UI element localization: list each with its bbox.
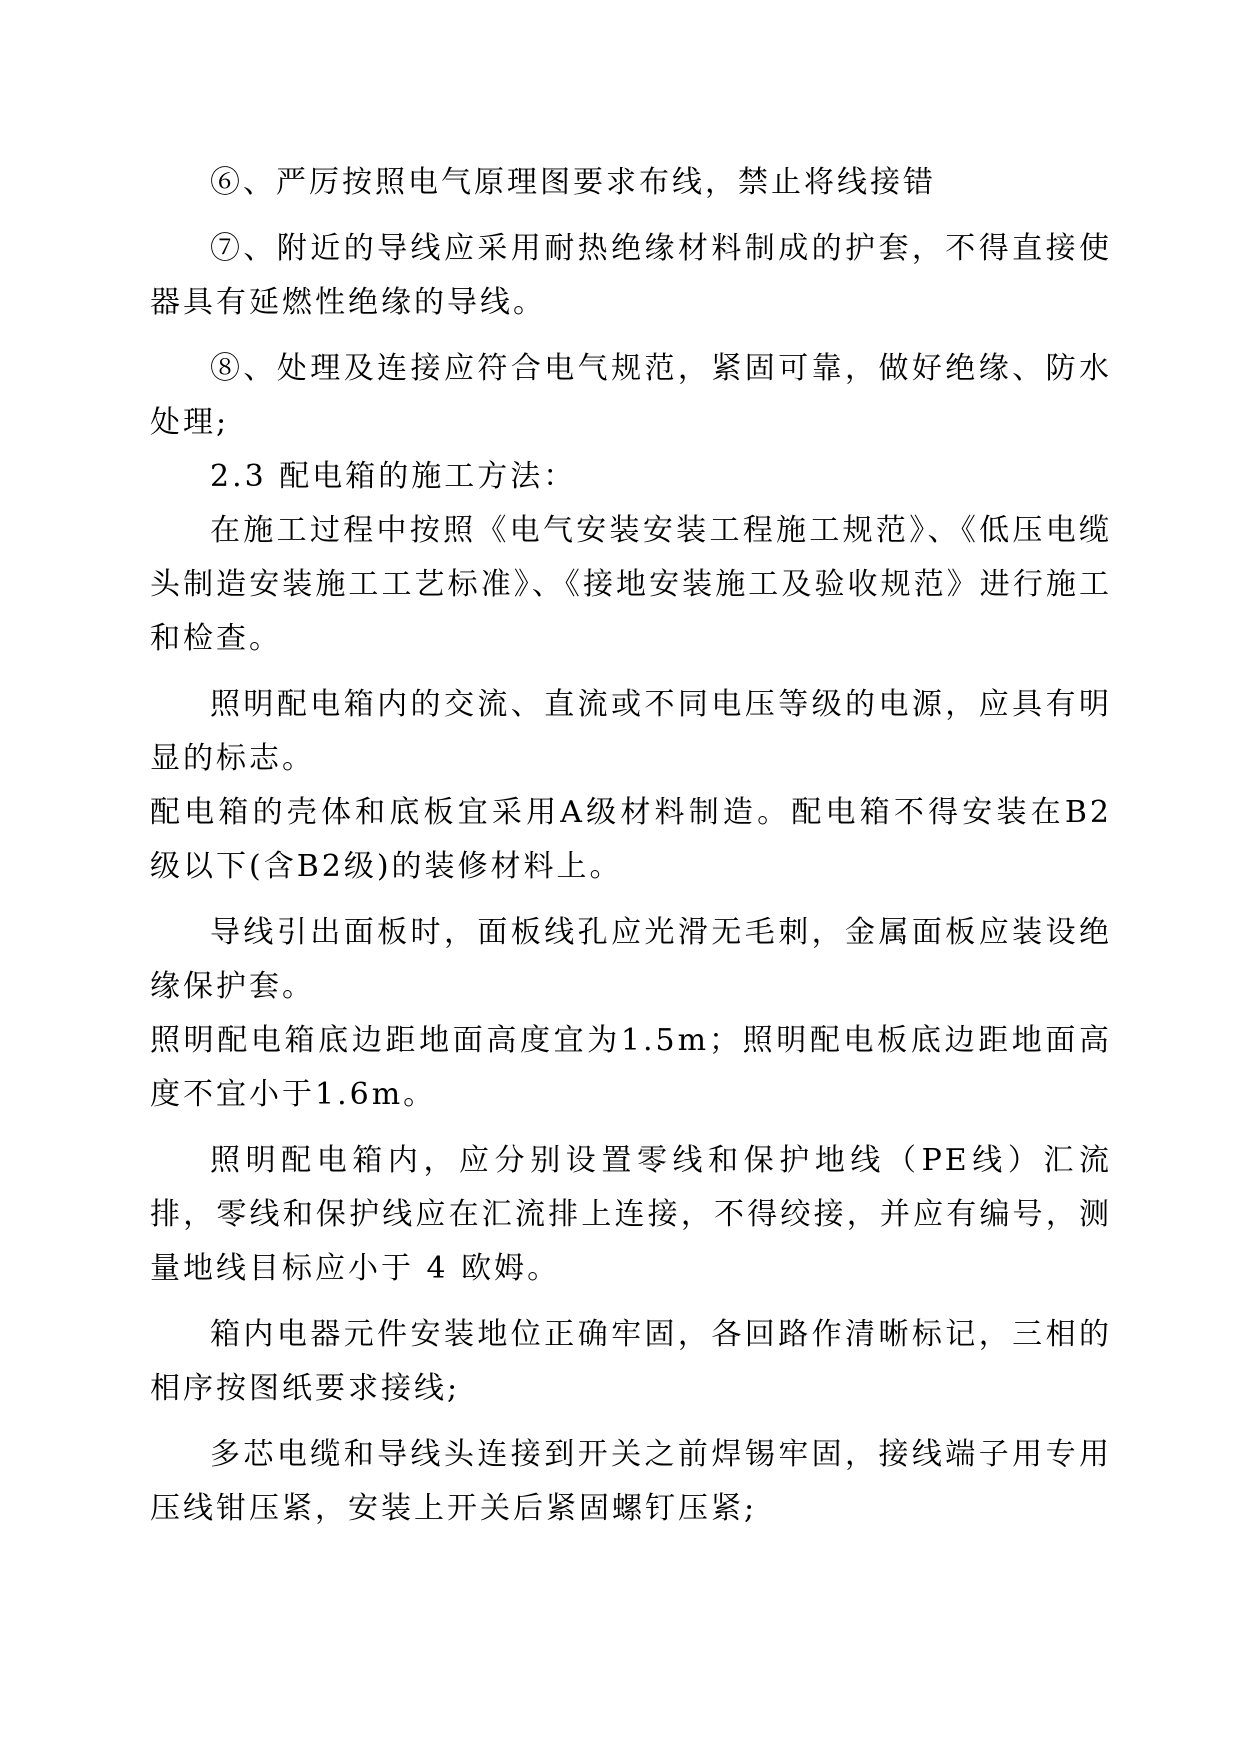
- paragraph-panel-sleeve: 导线引出面板时，面板线孔应光滑无毛刺，金属面板应装设绝缘保护套。: [150, 915, 1112, 1004]
- section-heading-distribution-box: 2.3 配电箱的施工方法：: [210, 459, 577, 494]
- paragraph-component-install: 箱内电器元件安装地位正确牢固，各回路作清晰标记，三相的相序按图纸要求接线;: [150, 1317, 1112, 1406]
- paragraph-heat-resistant-sleeve: ⑦、附近的导线应采用耐热绝缘材料制成的护套，不得直接使器具有延燃性绝缘的导线。: [150, 231, 1112, 320]
- paragraph-construction-standards: 在施工过程中按照《电气安装安装工程施工规范》、《低压电缆头制造安装施工工艺标准》、《接地安装施工及验收规范》进行施工和检查。: [150, 513, 1112, 656]
- paragraph-cable-termination: 多芯电缆和导线头连接到开关之前焊锡牢固，接线端子用专用压线钳压紧，安装上开关后紧固螺钉压紧;: [150, 1437, 1112, 1526]
- paragraph-busbar: 照明配电箱内，应分别设置零线和保护地线（PE线）汇流排，零线和保护线应在汇流排上连接，不得绞接，并应有编号，测量地线目标应小于 4 欧姆。: [150, 1143, 1112, 1286]
- document-body: [150, 156, 1112, 1536]
- paragraph-connection-treatment: ⑧、处理及连接应符合电气规范，紧固可靠，做好绝缘、防水处理;: [150, 351, 1112, 440]
- paragraph-power-marking: 照明配电箱内的交流、直流或不同电压等级的电源，应具有明显的标志。: [150, 687, 1112, 776]
- paragraph-box-material: 配电箱的壳体和底板宜采用A级材料制造。配电箱不得安装在B2级以下(含B2级)的装修材料上。: [150, 795, 1112, 884]
- paragraph-mounting-height: 照明配电箱底边距地面高度宜为1.5m；照明配电板底边距地面高度不宜小于1.6m。: [150, 1023, 1112, 1112]
- paragraph-wiring-diagram: ⑥、严厉按照电气原理图要求布线，禁止将线接错: [210, 165, 936, 200]
